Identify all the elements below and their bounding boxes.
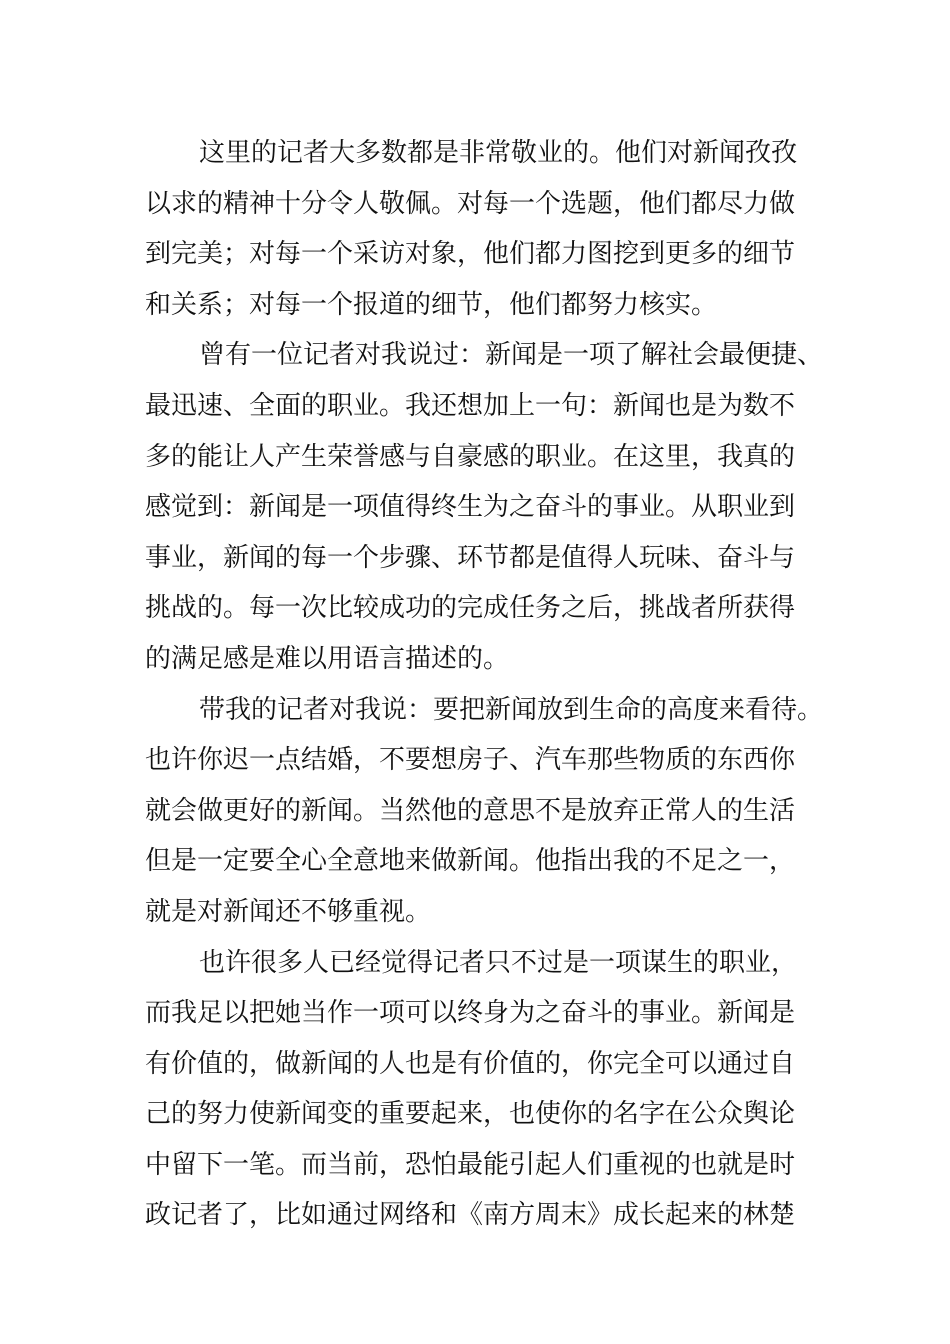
paragraph-line: 感觉到：新闻是一项值得终生为之奋斗的事业。从职业到 xyxy=(145,492,796,523)
paragraph-line: 就是对新闻还不够重视。 xyxy=(145,896,432,927)
paragraph-line: 有价值的，做新闻的人也是有价值的，你完全可以通过自 xyxy=(145,1048,796,1079)
paragraph-line: 这里的记者大多数都是非常敬业的。他们对新闻孜孜 xyxy=(199,138,798,168)
paragraph-1 xyxy=(145,128,825,330)
paragraph-line: 最迅速、全面的职业。我还想加上一句：新闻也是为数不 xyxy=(145,390,796,421)
paragraph-line: 中留下一笔。而当前，恐怕最能引起人们重视的也就是时 xyxy=(145,1149,796,1180)
paragraph-line: 就会做更好的新闻。当然他的意思不是放弃正常人的生活 xyxy=(145,795,796,826)
paragraph-3 xyxy=(145,685,825,938)
paragraph-line: 以求的精神十分令人敬佩。对每一个选题，他们都尽力做 xyxy=(145,188,796,219)
paragraph-line: 带我的记者对我说：要把新闻放到生命的高度来看待。 xyxy=(199,694,824,725)
paragraph-line: 和关系；对每一个报道的细节，他们都努力核实。 xyxy=(145,289,718,320)
paragraph-line: 也许很多人已经觉得记者只不过是一项谋生的职业， xyxy=(199,947,798,978)
document-body xyxy=(145,128,825,1241)
paragraph-line: 曾有一位记者对我说过：新闻是一项了解社会最便捷、 xyxy=(199,340,824,371)
paragraph-line: 而我足以把她当作一项可以终身为之奋斗的事业。新闻是 xyxy=(145,998,796,1029)
paragraph-4 xyxy=(145,938,825,1242)
paragraph-line: 但是一定要全心全意地来做新闻。他指出我的不足之一， xyxy=(145,846,796,877)
paragraph-line: 政记者了，比如通过网络和《南方周末》成长起来的林楚 xyxy=(145,1200,796,1231)
paragraph-line: 也许你迟一点结婚，不要想房子、汽车那些物质的东西你 xyxy=(145,745,796,776)
paragraph-line: 己的努力使新闻变的重要起来，也使你的名字在公众舆论 xyxy=(145,1099,796,1130)
paragraph-line: 事业，新闻的每一个步骤、环节都是值得人玩味、奋斗与 xyxy=(145,542,796,573)
paragraph-line: 的满足感是难以用语言描述的。 xyxy=(145,643,510,674)
paragraph-line: 多的能让人产生荣誉感与自豪感的职业。在这里，我真的 xyxy=(145,441,796,472)
paragraph-line: 到完美；对每一个采访对象，他们都力图挖到更多的细节 xyxy=(145,239,796,270)
paragraph-2 xyxy=(145,330,825,684)
paragraph-line: 挑战的。每一次比较成功的完成任务之后，挑战者所获得 xyxy=(145,593,796,624)
